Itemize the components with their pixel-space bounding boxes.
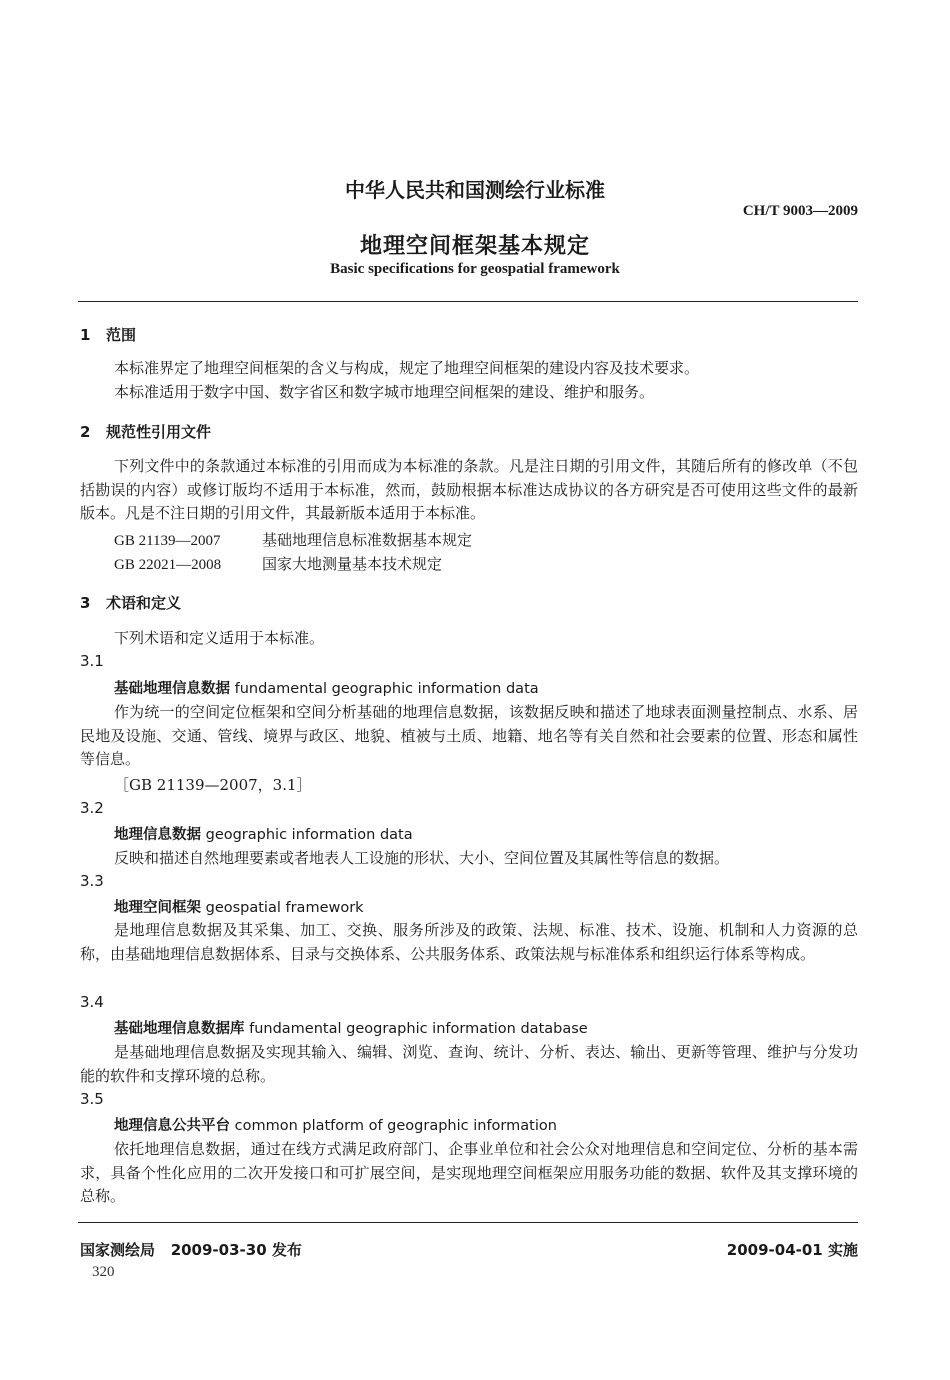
term-cn: 基础地理信息数据: [114, 681, 230, 697]
term-source: ［GB 21139—2007，3.1］: [114, 776, 312, 794]
section-number: 3: [80, 594, 91, 612]
normative-references-intro: 下列文件中的条款通过本标准的引用而成为本标准的条款。凡是注日期的引用文件，其随后所有的修改单（不包括勘误的内容）或修订版均不适用于本标准，然而，鼓励根据本标准达成协议的各方研究是否可使用这些文件的最新版本。凡是不注日期的引用文件，其最新版本适用于本标准。: [80, 457, 858, 523]
scope-line-1: 本标准界定了地理空间框架的含义与构成，规定了地理空间框架的建设内容及技术要求。: [114, 359, 700, 377]
term-number: 3.4: [80, 993, 104, 1011]
scope-line-2: 本标准适用于数字中国、数字省区和数字城市地理空间框架的建设、维护和服务。: [114, 383, 655, 401]
term-heading: [114, 677, 539, 698]
document-title-en: Basic specifications for geospatial framework: [330, 261, 620, 277]
term-cn: 地理信息数据: [114, 827, 201, 843]
term-cn: 基础地理信息数据库: [114, 1021, 245, 1037]
term-en: fundamental geographic information database: [249, 1021, 588, 1037]
issue-info: [80, 1239, 302, 1260]
header-divider: [78, 301, 858, 302]
page-number: 320: [92, 1264, 115, 1280]
document-title-cn: 地理空间框架基本规定: [359, 234, 590, 259]
issue-date: 2009-03-30: [170, 1241, 267, 1259]
term-en: common platform of geographic information: [234, 1118, 557, 1134]
term-cn: 地理信息公共平台: [114, 1118, 230, 1134]
term-number: 3.5: [80, 1090, 104, 1108]
industry-standard-heading: 中华人民共和国测绘行业标准: [345, 178, 605, 202]
term-heading: [114, 1017, 588, 1038]
term-number: 3.3: [80, 872, 104, 890]
term-en: geospatial framework: [205, 900, 364, 916]
standard-code: CH/T 9003—2009: [742, 203, 858, 219]
reference-code: GB 22021—2008: [114, 557, 222, 573]
footer-divider: [78, 1222, 858, 1223]
reference-title: 国家大地测量基本技术规定: [262, 555, 443, 573]
issue-label: 发布: [271, 1241, 302, 1259]
term-definition: 依托地理信息数据，通过在线方式满足政府部门、企事业单位和社会公众对地理信息和空间定位、分析的基本需求，具备个性化应用的二次开发接口和可扩展空间，是实现地理空间框架应用服务功能的数据、软件及其支撑环境的总称。: [80, 1140, 858, 1206]
section-2-heading: [80, 421, 211, 442]
effective-label: 实施: [827, 1241, 858, 1259]
section-number: 2: [80, 423, 91, 441]
section-title: 术语和定义: [106, 594, 182, 612]
section-3-heading: [80, 592, 181, 613]
term-definition: 反映和描述自然地理要素或者地表人工设施的形状、大小、空间位置及其属性等信息的数据。: [114, 849, 730, 867]
term-en: geographic information data: [205, 827, 413, 843]
term-definition: 是地理信息数据及其采集、加工、交换、服务所涉及的政策、法规、标准、技术、设施、机制和人力资源的总称，由基础地理信息数据体系、目录与交换体系、公共服务体系、政策法规与标准体系和组织运行体系等构成。: [80, 921, 858, 963]
section-title: 规范性引用文件: [106, 423, 212, 441]
term-heading: [114, 896, 364, 917]
term-number: 3.2: [80, 799, 104, 817]
effective-info: [727, 1239, 858, 1260]
term-heading: [114, 1114, 557, 1135]
term-definition: 作为统一的空间定位框架和空间分析基础的地理信息数据，该数据反映和描述了地球表面测量控制点、水系、居民地及设施、交通、管线、境界与政区、地貌、植被与土质、地籍、地名等有关自然和社会要素的位置、形态和属性等信息。: [80, 703, 858, 769]
effective-date: 2009-04-01: [726, 1241, 823, 1259]
issuer: 国家测绘局: [80, 1241, 156, 1259]
term-number: 3.1: [80, 652, 104, 670]
reference-code: GB 21139—2007: [114, 533, 221, 549]
section-number: 1: [80, 326, 91, 344]
section-1-heading: [80, 324, 136, 345]
terms-intro: 下列术语和定义适用于本标准。: [114, 629, 325, 647]
term-cn: 地理空间框架: [114, 900, 201, 916]
reference-title: 基础地理信息标准数据基本规定: [262, 531, 473, 549]
term-en: fundamental geographic information data: [234, 681, 539, 697]
term-definition: 是基础地理信息数据及实现其输入、编辑、浏览、查询、统计、分析、表达、输出、更新等管理、维护与分发功能的软件和支撑环境的总称。: [80, 1043, 858, 1085]
term-heading: [114, 823, 413, 844]
reference-item: [114, 553, 442, 574]
reference-item: [114, 529, 472, 550]
section-title: 范围: [106, 326, 137, 344]
